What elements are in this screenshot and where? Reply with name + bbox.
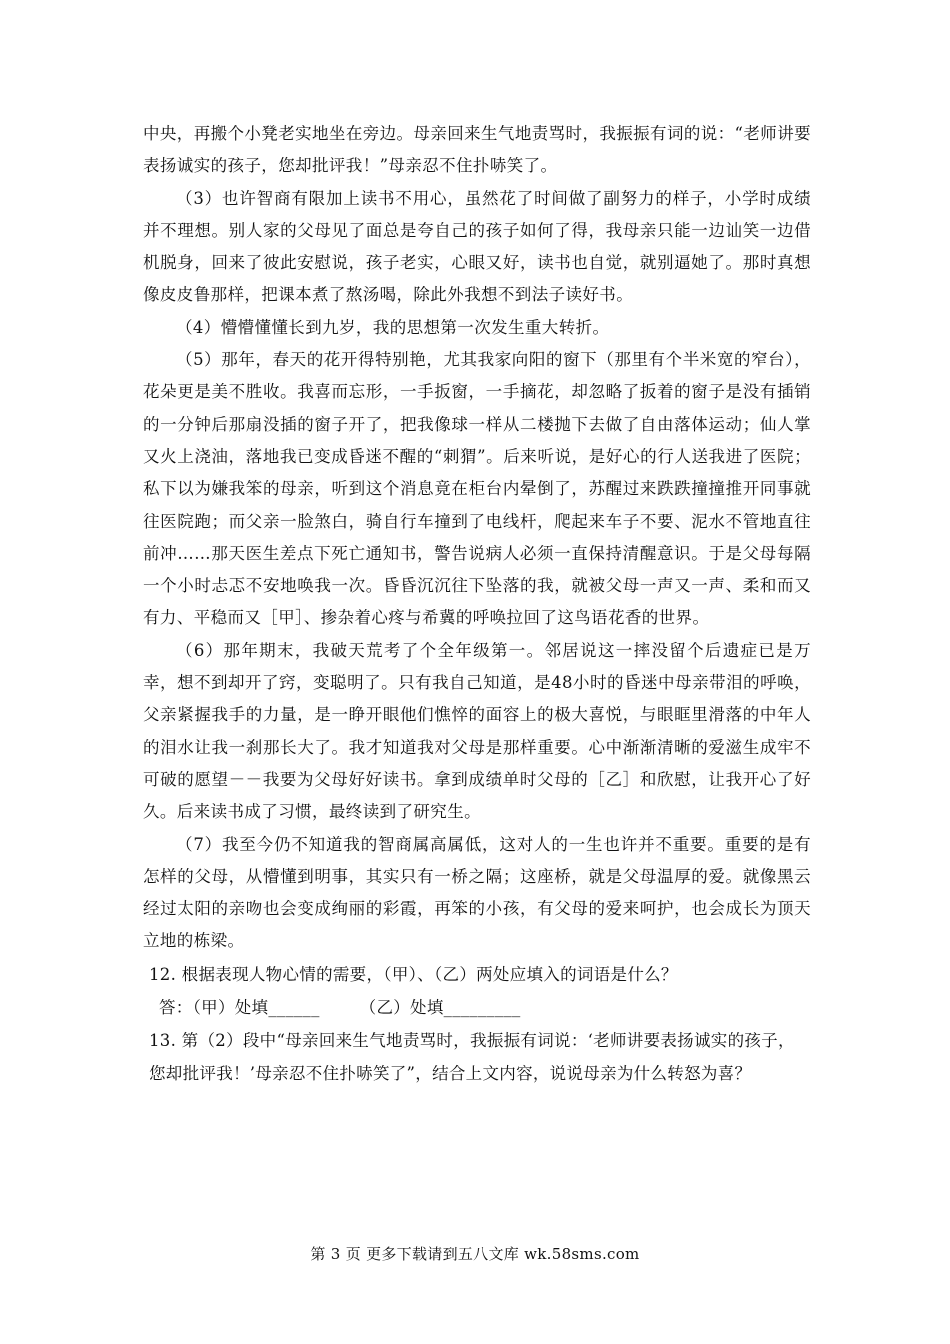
question-13: 13. 第（2）段中“母亲回来生气地责骂时，我振振有词说：‘老师讲要表扬诚实的孩子，您却批评我！’母亲忍不住扑哧笑了”，结合上文内容，说说母亲为什么转怒为喜？ xyxy=(149,1030,795,1083)
paragraph-4: （4）懵懵懂懂长到九岁，我的思想第一次发生重大转折。 xyxy=(176,317,610,337)
answer-blank-b: （乙）处填_________ xyxy=(359,997,521,1017)
paragraph-5: （5）那年，春天的花开得特别艳，尤其我家向阳的窗下（那里有个半米宽的窄台），花朵更是美不胜收。我喜而忘形，一手扳窗，一手摘花，却忽略了扳着的窗子是没有插销的一分钟后那扇没插的窗子开了，把我像球一样从二楼抛下去做了自由落体运动；仙人掌又火上浇油，落地我已变成昏迷不醒的“刺猬”。后来听说，是好心的行人送我进了医院；私下以为嫌我笨的母亲，听到这个消息竟在柜台内晕倒了，苏醒过来跌跌撞撞推开同事就往医院跑；而父亲一脸煞白，骑自行车撞到了电线杆，爬起来车子不要、泥水不管地直往前冲……那天医生差点下死亡通知书，警告说病人必须一直保持清醒意识。于是父母每隔一个小时忐忑不安地唤我一次。昏昏沉沉往下坠落的我，就被父母一声又一声、柔和而又有力、平稳而又［甲］、掺杂着心疼与希冀的呼唤拉回了这鸟语花香的世界。 xyxy=(143,350,811,628)
answer-blank-a: 答：（甲）处填______ xyxy=(159,997,320,1017)
passage-body xyxy=(143,118,811,1090)
question-12: 12. 根据表现人物心情的需要，（甲）、（乙）两处应填入的词语是什么？ xyxy=(149,964,678,984)
paragraph-2-end: 中央，再搬个小凳老实地坐在旁边。母亲回来生气地责骂时，我振振有词的说：“老师讲要表扬诚实的孩子，您却批评我！”母亲忍不住扑哧笑了。 xyxy=(143,124,811,176)
paragraph-7: （7）我至今仍不知道我的智商属高属低，这对人的一生也许并不重要。重要的是有怎样的父母，从懵懂到明事，其实只有一桥之隔；这座桥，就是父母温厚的爱。就像黑云经过太阳的亲吻也会变成绚丽的彩霞，再笨的小孩，有父母的爱来呵护，也会成长为顶天立地的栋梁。 xyxy=(143,834,811,951)
question-12-answer-line xyxy=(143,991,811,1024)
paragraph-6: （6）那年期末，我破天荒考了个全年级第一。邻居说这一摔没留个后遗症已是万幸，想不到却开了窍，变聪明了。只有我自己知道，是48小时的昏迷中母亲带泪的呼唤，父亲紧握我手的力量，是一睁开眼他们憔悴的面容上的极大喜悦，与眼眶里滑落的中年人的泪水让我一刹那长大了。我才知道我对父母是那样重要。心中渐渐清晰的爱滋生成牢不可破的愿望－－我要为父母好好读书。拿到成绩单时父母的［乙］和欣慰，让我开心了好久。后来读书成了习惯，最终读到了研究生。 xyxy=(143,640,811,822)
page-footer: 第 3 页 更多下载请到五八文库 wk.58sms.com xyxy=(310,1245,640,1263)
paragraph-3: （3）也许智商有限加上读书不用心，虽然花了时间做了副努力的样子，小学时成绩并不理想。别人家的父母见了面总是夸自己的孩子如何了得，我母亲只能一边讪笑一边借机脱身，回来了彼此安慰说，孩子老实，心眼又好，读书也自觉，就别逼她了。那时真想像皮皮鲁那样，把课本煮了熬汤喝，除此外我想不到法子读好书。 xyxy=(143,188,811,305)
